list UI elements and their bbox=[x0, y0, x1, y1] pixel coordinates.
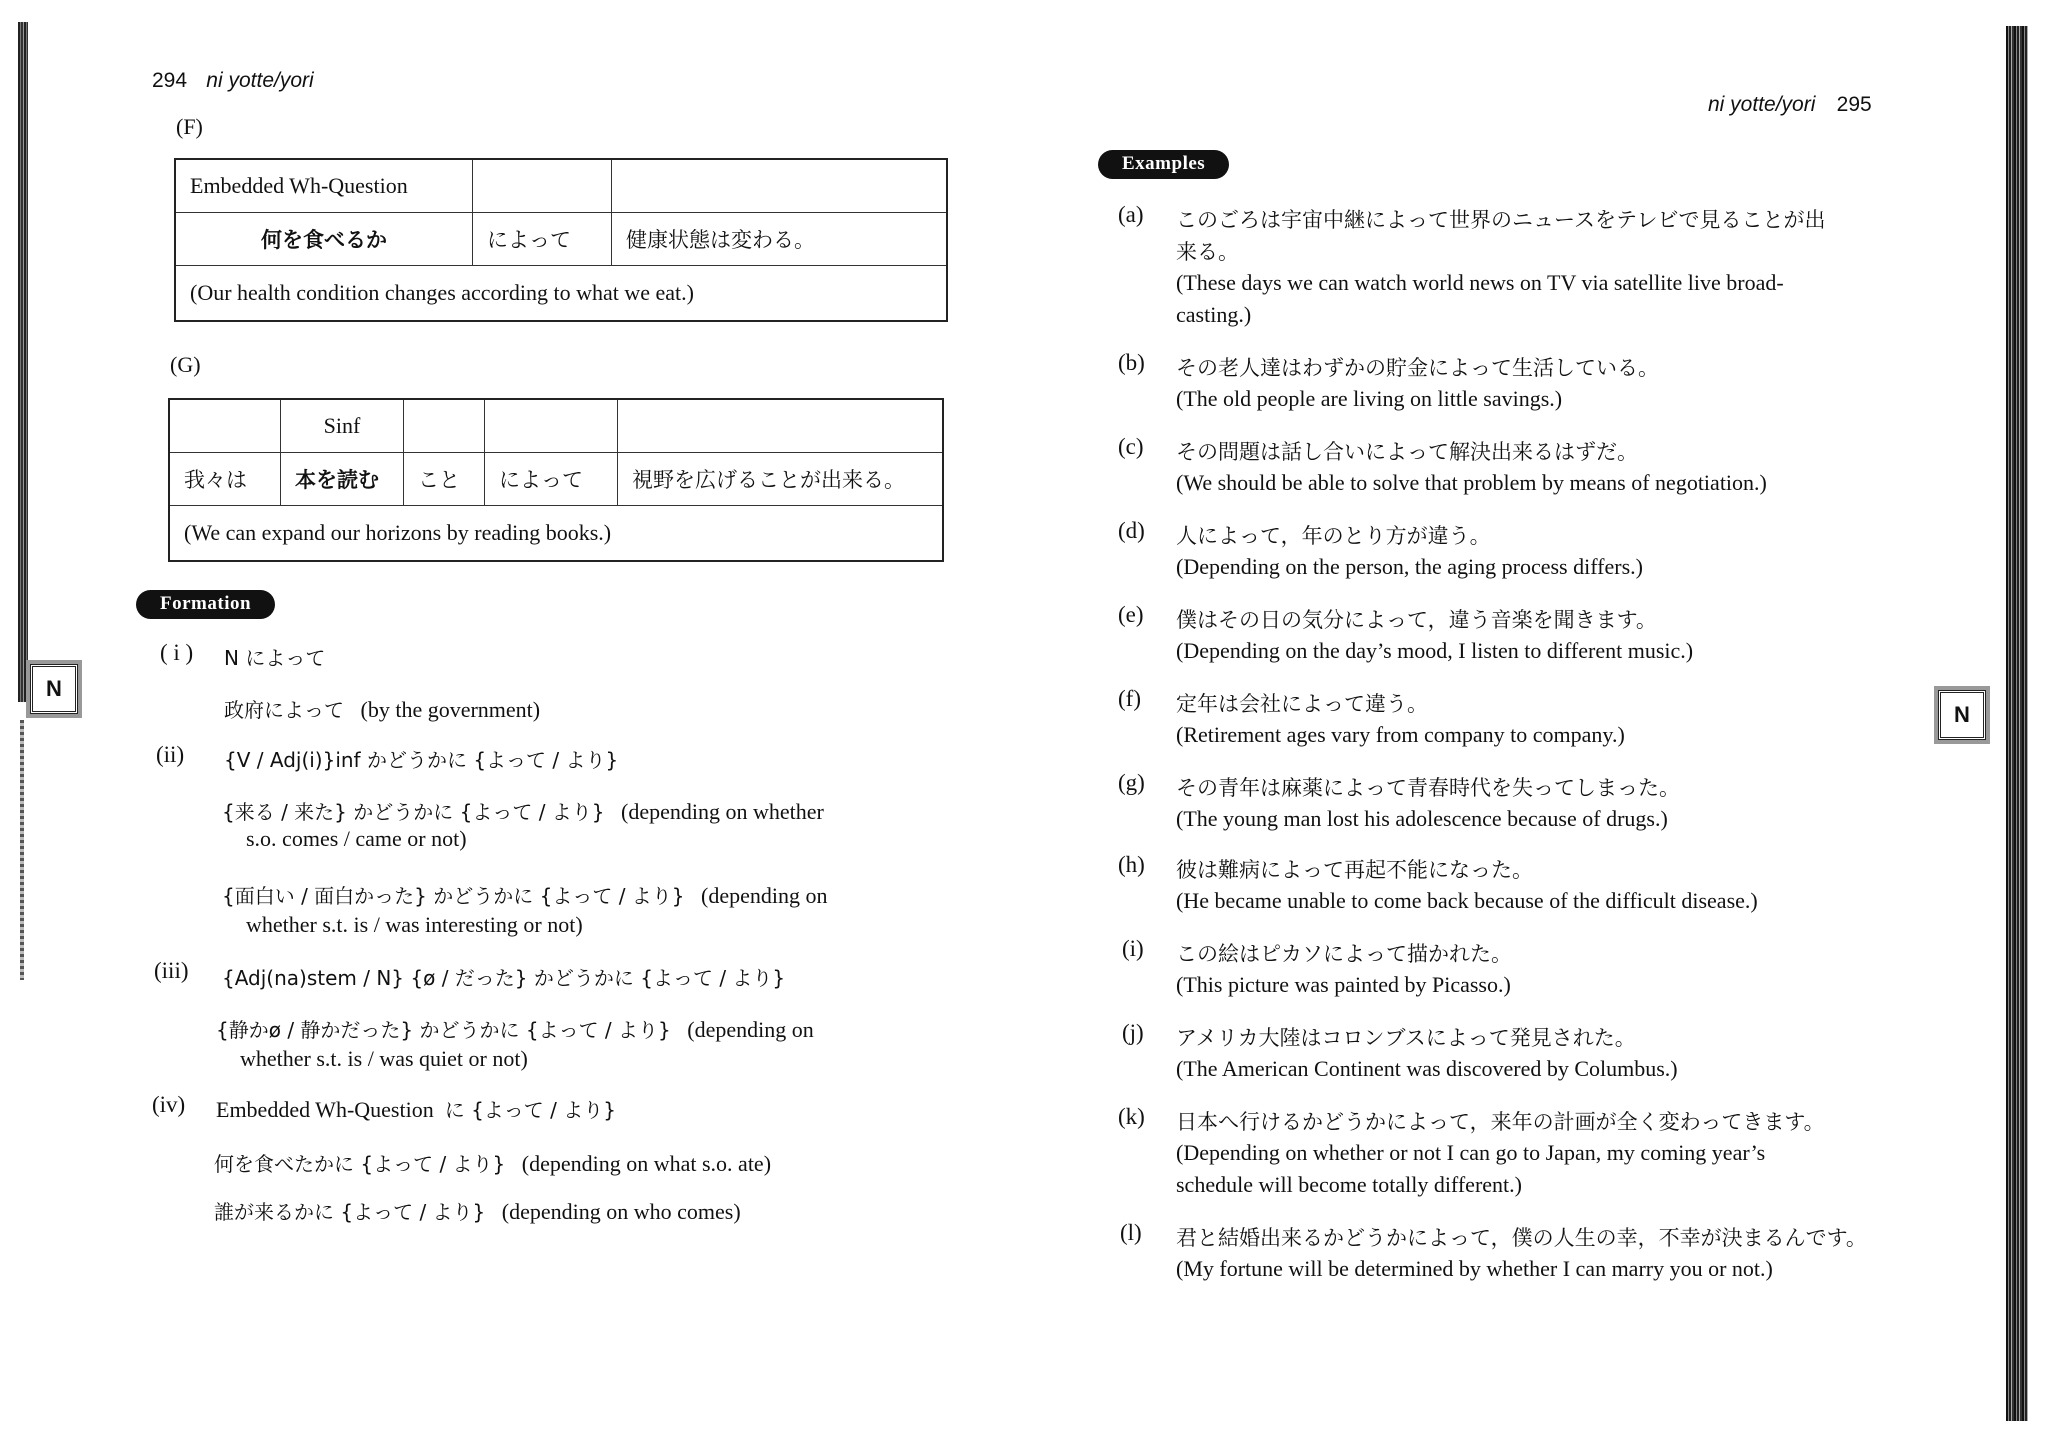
example-label: (a) bbox=[1118, 202, 1144, 227]
formation-example bbox=[214, 1148, 771, 1177]
section-label-f: (F) bbox=[176, 114, 203, 139]
example-en: (depending on bbox=[687, 1017, 814, 1042]
formation-rule: {Adj(na)stem / N} {ø / だった} かどうかに {よって / より} bbox=[222, 966, 786, 990]
scan-edge bbox=[18, 22, 28, 702]
index-tab: N bbox=[1938, 690, 1986, 740]
table-cell: Sinf bbox=[281, 399, 404, 453]
page-number: 295 bbox=[1836, 93, 1872, 116]
formation-label: Formation bbox=[136, 590, 275, 619]
example-en: (The American Continent was discovered by Columbus.) bbox=[1176, 1056, 1678, 1081]
left-page bbox=[0, 0, 1020, 1434]
example-label: (h) bbox=[1118, 852, 1145, 877]
example-en: (My fortune will be determined by whether I can marry you or not.) bbox=[1176, 1256, 1773, 1281]
example-en: (Depending on the day’s mood, I listen to different music.) bbox=[1176, 638, 1694, 663]
scan-edge bbox=[2006, 26, 2028, 1421]
right-page bbox=[1024, 0, 2048, 1434]
example-en: (depending on what s.o. ate) bbox=[521, 1151, 772, 1176]
example-jp: 僕はその日の気分によって，違う音楽を聞きます。 bbox=[1176, 608, 1657, 632]
example-en: (Depending on the person, the aging process differs.) bbox=[1176, 554, 1643, 579]
example-en: (We should be able to solve that problem by means of negotiation.) bbox=[1176, 470, 1767, 495]
rule-en: Embedded Wh-Question bbox=[216, 1097, 434, 1122]
table-translation: (Our health condition changes according to what we eat.) bbox=[175, 266, 947, 322]
example-en-cont: whether s.t. is / was interesting or not) bbox=[246, 912, 583, 937]
example-label: (i) bbox=[1122, 936, 1144, 961]
example-label: (j) bbox=[1122, 1020, 1144, 1045]
example-label: (c) bbox=[1118, 434, 1144, 459]
example-jp: 君と結婚出来るかどうかによって，僕の人生の幸，不幸が決まるんです。 bbox=[1176, 1226, 1867, 1250]
table-cell bbox=[404, 399, 485, 453]
table-cell: 本を読む bbox=[281, 453, 404, 506]
example-en: (depending on who comes) bbox=[501, 1199, 741, 1224]
example-jp-cont: 来る。 bbox=[1176, 240, 1239, 264]
table-cell bbox=[485, 399, 618, 453]
example-jp: {面白い / 面白かった} かどうかに {よって / より} bbox=[222, 884, 685, 908]
table-cell: 視野を広げることが出来る。 bbox=[618, 453, 944, 506]
scan-edge bbox=[20, 720, 24, 980]
example-label: (e) bbox=[1118, 602, 1144, 627]
example-label: (l) bbox=[1120, 1220, 1142, 1245]
table-cell bbox=[473, 159, 612, 213]
formation-example bbox=[216, 1014, 814, 1043]
example-jp: アメリカ大陸はコロンブスによって発見された。 bbox=[1176, 1026, 1636, 1050]
pattern-table-f bbox=[174, 158, 948, 322]
example-en: (This picture was painted by Picasso.) bbox=[1176, 972, 1511, 997]
table-cell bbox=[612, 159, 948, 213]
running-title: ni yotte/yori bbox=[1708, 93, 1816, 116]
example-en-cont: s.o. comes / came or not) bbox=[246, 826, 467, 851]
example-en: (He became unable to come back because of the difficult disease.) bbox=[1176, 888, 1758, 913]
example-en: (Depending on whether or not I can go to Japan, my coming year’s bbox=[1176, 1140, 1766, 1165]
example-jp: {静かø / 静かだった} かどうかに {よって / より} bbox=[216, 1018, 671, 1042]
table-cell: 健康状態は変わる。 bbox=[612, 213, 948, 266]
example-label: (d) bbox=[1118, 518, 1145, 543]
section-label-g: (G) bbox=[170, 352, 201, 377]
table-cell bbox=[618, 399, 944, 453]
table-cell: 我々は bbox=[169, 453, 281, 506]
rule-jp: に {よって / より} bbox=[444, 1098, 616, 1122]
example-label: (g) bbox=[1118, 770, 1145, 795]
formation-rule bbox=[216, 1094, 616, 1123]
example-jp: その老人達はわずかの貯金によって生活している。 bbox=[1176, 356, 1659, 380]
table-cell: こと bbox=[404, 453, 485, 506]
formation-example bbox=[222, 796, 824, 825]
formation-example bbox=[214, 1196, 741, 1225]
example-jp: このごろは宇宙中継によって世界のニュースをテレビで見ることが出 bbox=[1176, 208, 1826, 232]
example-jp: 日本へ行けるかどうかによって，来年の計画が全く変わってきます。 bbox=[1176, 1110, 1825, 1134]
example-en: (The old people are living on little savings.) bbox=[1176, 386, 1563, 411]
example-jp: 誰が来るかに {よって / より} bbox=[214, 1200, 486, 1224]
table-cell bbox=[169, 399, 281, 453]
table-translation: (We can expand our horizons by reading books.) bbox=[169, 506, 943, 562]
formation-rule: N によって bbox=[224, 646, 326, 670]
formation-number: (iv) bbox=[152, 1092, 186, 1117]
page-number: 294 bbox=[152, 69, 188, 92]
example-jp: その問題は話し合いによって解決出来るはずだ。 bbox=[1176, 440, 1638, 464]
example-jp: その青年は麻薬によって青春時代を失ってしまった。 bbox=[1176, 776, 1680, 800]
examples-label: Examples bbox=[1098, 150, 1229, 179]
example-en-cont: whether s.t. is / was quiet or not) bbox=[240, 1046, 528, 1071]
formation-example bbox=[224, 694, 540, 723]
example-jp: この絵はピカソによって描かれた。 bbox=[1176, 942, 1512, 966]
formation-example bbox=[222, 880, 828, 909]
table-cell: 何を食べるか bbox=[175, 213, 473, 266]
running-header bbox=[152, 68, 314, 93]
example-label: (k) bbox=[1118, 1104, 1145, 1129]
example-label: (b) bbox=[1118, 350, 1145, 375]
example-en: (depending on bbox=[701, 883, 828, 908]
example-en-cont: casting.) bbox=[1176, 302, 1252, 327]
index-tab: N bbox=[30, 664, 78, 714]
formation-rule: {V / Adj(i)}inf かどうかに {よって / より} bbox=[224, 748, 619, 772]
example-en: (Retirement ages vary from company to company.) bbox=[1176, 722, 1625, 747]
example-jp: {来る / 来た} かどうかに {よって / より} bbox=[222, 800, 605, 824]
example-jp: 彼は難病によって再起不能になった。 bbox=[1176, 858, 1533, 882]
running-header bbox=[1708, 92, 1872, 117]
example-en-cont: schedule will become totally different.) bbox=[1176, 1172, 1522, 1197]
example-en: (by the government) bbox=[360, 697, 541, 722]
table-cell: Embedded Wh-Question bbox=[175, 159, 473, 213]
table-cell: によって bbox=[485, 453, 618, 506]
pattern-table-g bbox=[168, 398, 944, 562]
example-jp: 人によって，年のとり方が違う。 bbox=[1176, 524, 1491, 548]
running-title: ni yotte/yori bbox=[206, 69, 314, 92]
example-en: (The young man lost his adolescence because of drugs.) bbox=[1176, 806, 1668, 831]
example-en: (depending on whether bbox=[621, 799, 824, 824]
example-jp: 政府によって bbox=[224, 698, 344, 722]
formation-number: (ii) bbox=[156, 742, 185, 767]
table-cell: によって bbox=[473, 213, 612, 266]
example-label: (f) bbox=[1118, 686, 1141, 711]
example-jp: 定年は会社によって違う。 bbox=[1176, 692, 1428, 716]
formation-number: ( i ) bbox=[160, 640, 194, 665]
example-jp: 何を食べたかに {よって / より} bbox=[214, 1152, 506, 1176]
formation-number: (iii) bbox=[154, 958, 189, 983]
example-en: (These days we can watch world news on TV via satellite live broad- bbox=[1176, 270, 1784, 295]
